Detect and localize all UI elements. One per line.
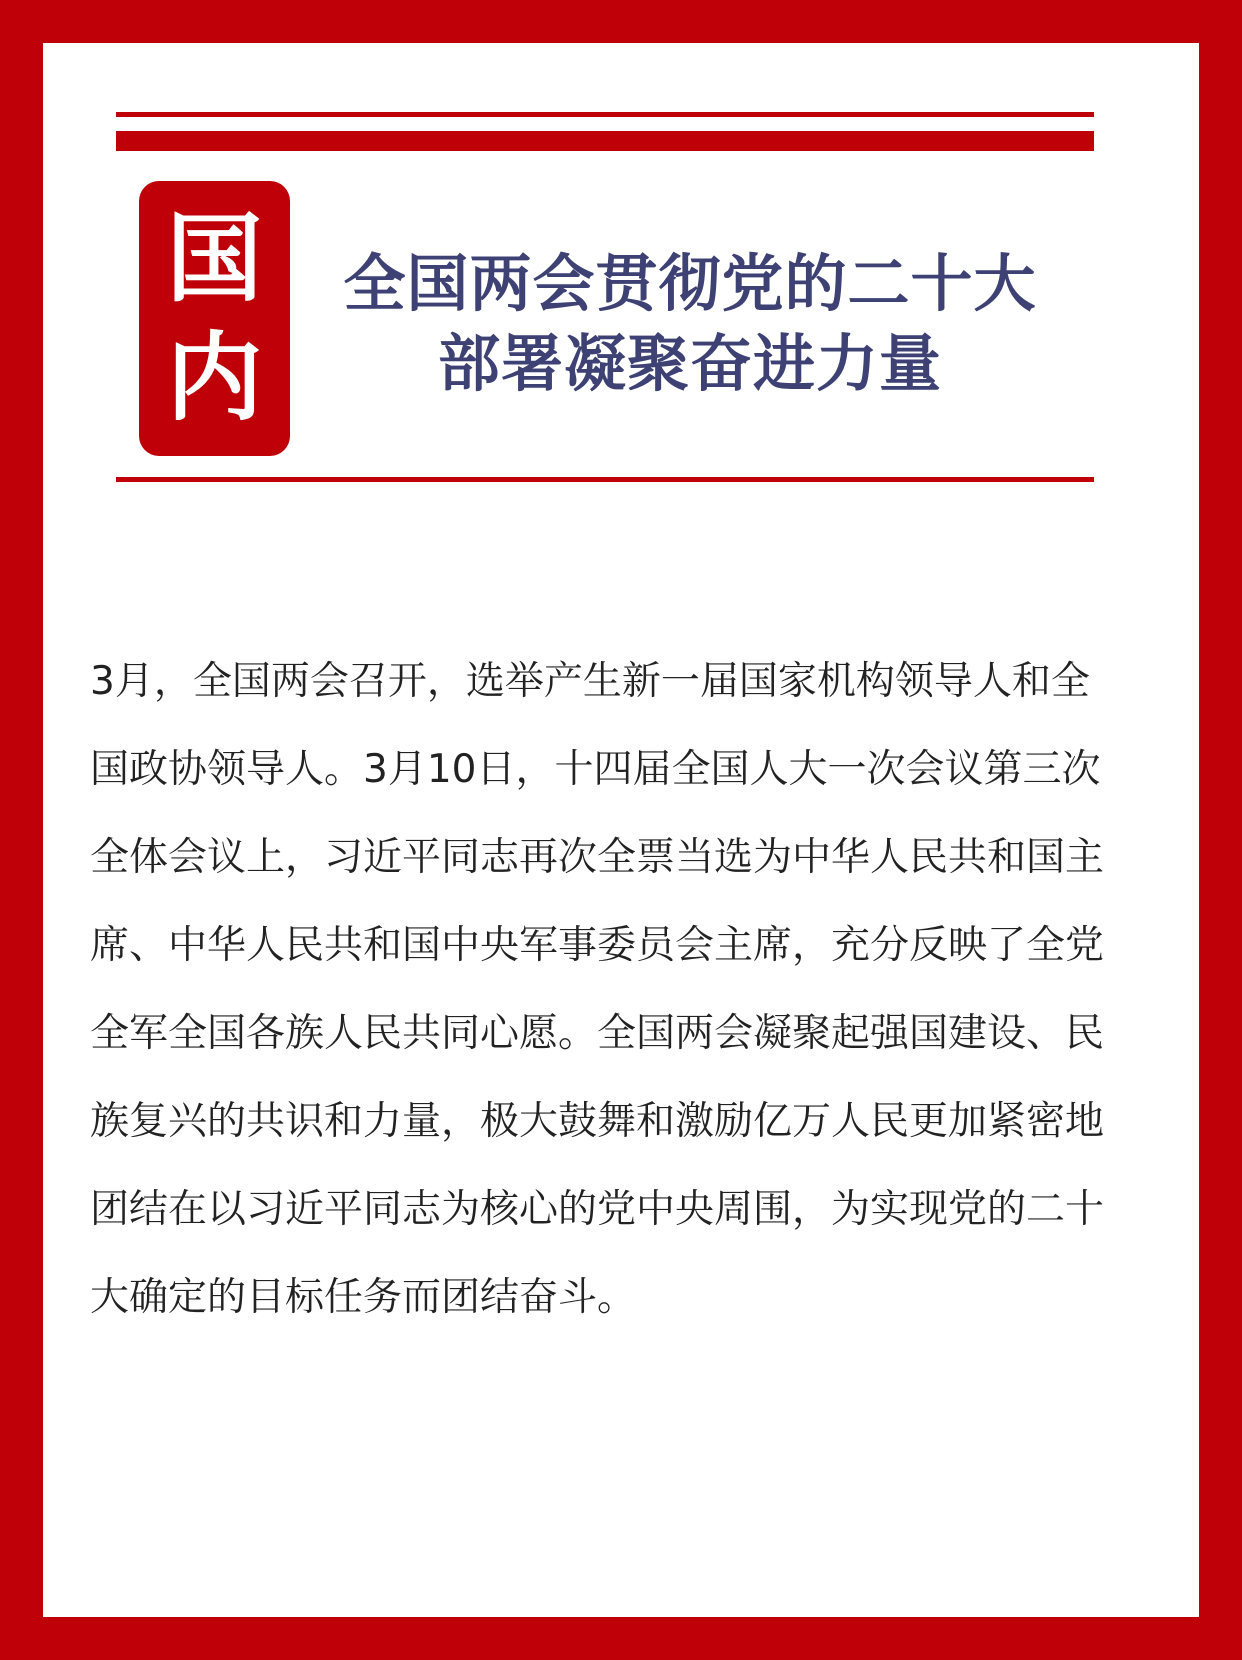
body-line: 国政协领导人。3月10日，十四届全国人大一次会议第三次 <box>90 747 1101 792</box>
domestic-badge <box>139 181 290 456</box>
body-line: 席、中华人民共和国中央军事委员会主席，充分反映了全党 <box>90 923 1105 968</box>
top-divider-thick <box>116 131 1094 151</box>
headline <box>320 244 1060 404</box>
badge-char-guo: 国 <box>166 202 263 315</box>
body-line: 全军全国各族人民共同心愿。全国两会凝聚起强国建设、民 <box>90 1011 1105 1056</box>
body-line: 大确定的目标任务而团结奋斗。 <box>90 1275 637 1320</box>
body-line: 团结在以习近平同志为核心的党中央周围，为实现党的二十 <box>90 1187 1105 1232</box>
headline-line-2: 部署凝聚奋进力量 <box>437 327 942 400</box>
headline-line-1: 全国两会贯彻党的二十大 <box>343 247 1037 320</box>
badge-char-nei: 内 <box>166 322 263 435</box>
top-divider-thin <box>116 112 1094 117</box>
bottom-divider <box>116 477 1094 482</box>
article-body <box>90 638 1140 1342</box>
body-line: 族复兴的共识和力量，极大鼓舞和激励亿万人民更加紧密地 <box>90 1099 1105 1144</box>
body-line: 3月，全国两会召开，选举产生新一届国家机构领导人和全 <box>90 659 1090 704</box>
body-line: 全体会议上，习近平同志再次全票当选为中华人民共和国主 <box>90 835 1105 880</box>
